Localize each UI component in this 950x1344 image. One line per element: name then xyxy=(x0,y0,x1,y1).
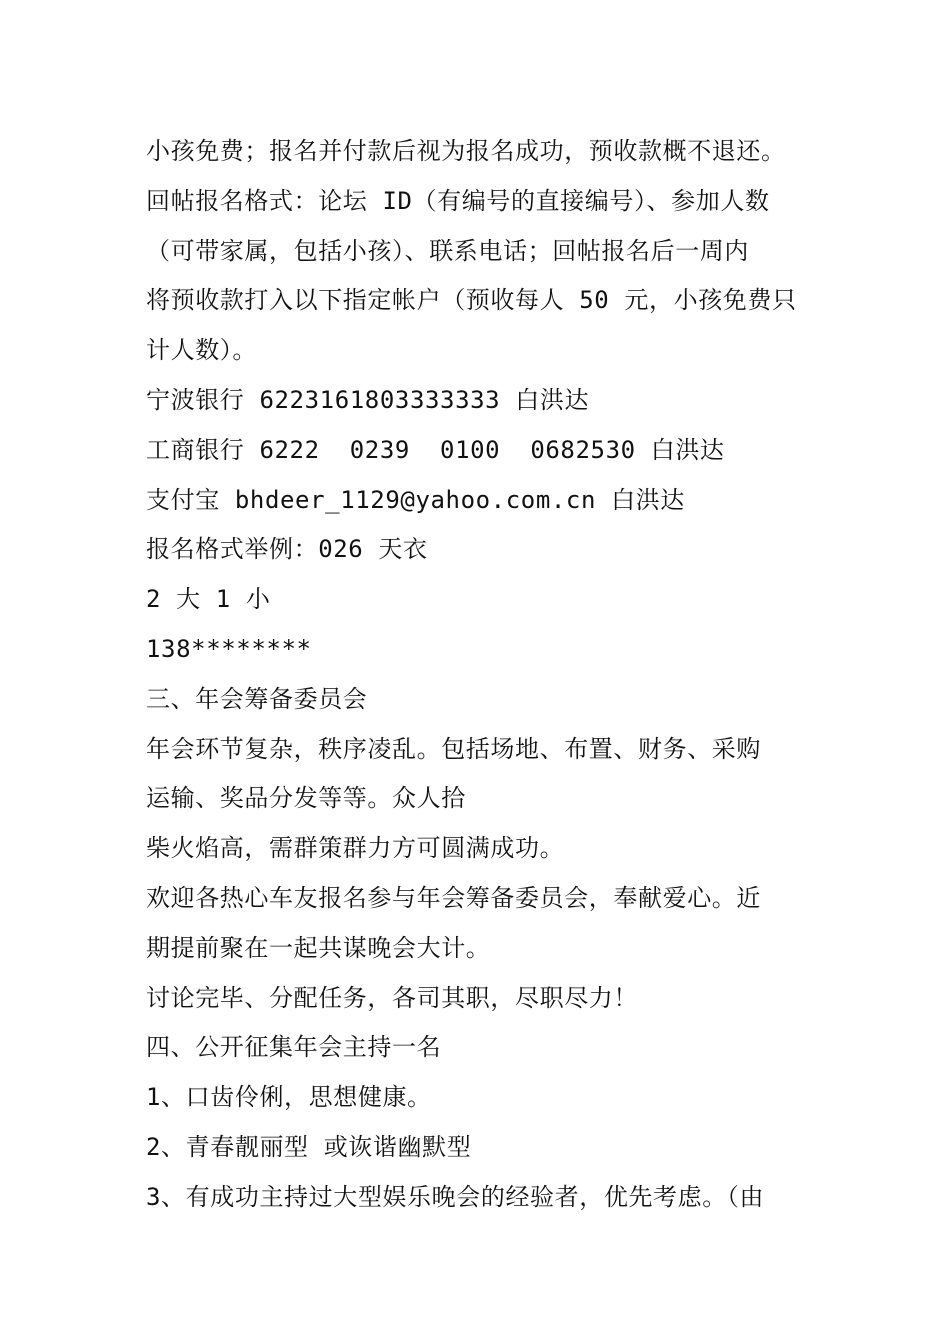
text-line-example-people: 2 大 1 小 xyxy=(146,585,271,614)
text-line-format-example: 报名格式举例：026 天衣 xyxy=(146,535,428,564)
text-line-teamwork: 柴火焰高，需群策群力方可圆满成功。 xyxy=(146,834,565,863)
text-line-alipay: 支付宝 bhdeer_1129@yahoo.com.cn 白洪达 xyxy=(146,485,685,514)
text-line-free-for-children: 小孩免费；报名并付款后视为报名成功，预收款概不退还。 xyxy=(146,137,786,165)
list-item-host-2: 2、青春靓丽型 或诙谐幽默型 xyxy=(146,1132,472,1161)
text-line-reply-format: 回帖报名格式：论坛 ID（有编号的直接编号）、参加人数 xyxy=(146,186,770,215)
text-line-icbc-bank: 工商银行 6222 0239 0100 0682530 白洪达 xyxy=(146,435,725,464)
section-heading-host: 四、公开征集年会主持一名 xyxy=(146,1033,442,1062)
text-line-deposit-account: 将预收款打入以下指定帐户（预收每人 50 元，小孩免费只 xyxy=(146,286,797,315)
text-line-count-people: 计人数）。 xyxy=(146,336,257,365)
text-line-example-phone: 138******** xyxy=(146,634,312,663)
text-line-transport: 运输、奖品分发等等。众人拾 xyxy=(146,784,466,813)
text-line-assign-tasks: 讨论完毕、分配任务，各司其职，尽职尽力！ xyxy=(146,983,638,1012)
text-line-meet-plan: 期提前聚在一起共谋晚会大计。 xyxy=(146,933,491,962)
list-item-host-1: 1、口齿伶俐，思想健康。 xyxy=(146,1083,432,1112)
text-line-welcome-volunteers: 欢迎各热心车友报名参与年会筹备委员会，奉献爱心。近 xyxy=(146,883,761,912)
text-line-complex-tasks: 年会环节复杂，秩序凌乱。包括场地、布置、财务、采购 xyxy=(146,734,761,763)
section-heading-committee: 三、年会筹备委员会 xyxy=(146,684,368,713)
document-body xyxy=(146,127,806,1223)
list-item-host-3: 3、有成功主持过大型娱乐晚会的经验者，优先考虑。（由 xyxy=(146,1182,765,1211)
text-line-ningbo-bank: 宁波银行 6223161803333333 白洪达 xyxy=(146,385,590,414)
text-line-family-contact: （可带家属，包括小孩）、联系电话；回帖报名后一周内 xyxy=(146,236,749,265)
